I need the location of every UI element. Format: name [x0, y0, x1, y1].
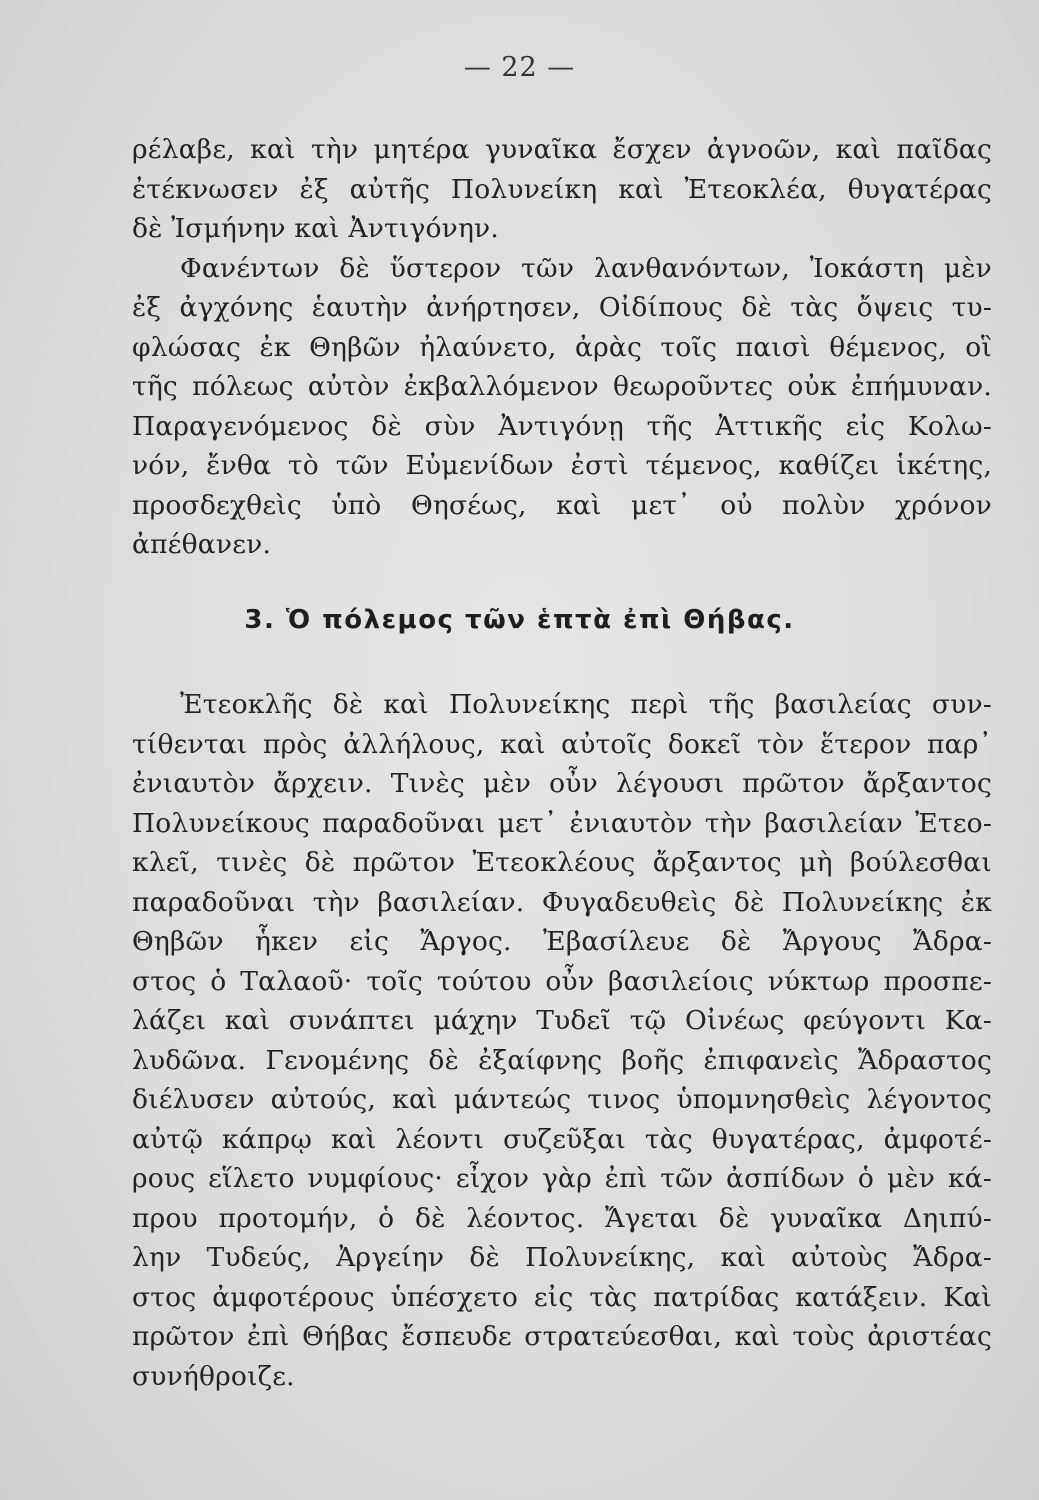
- text-line: ἐξ ἀγχόνης ἑαυτὴν ἀνήρτησεν, Οἰδίπους δὲ τὰς ὄψεις τυ-: [132, 292, 992, 323]
- text-line: δὲ Ἰσμήνην καὶ Ἀντιγόνην.: [132, 213, 499, 244]
- text-line: προσδεχθεὶς ὑπὸ Θησέως, καὶ μετ᾽ οὐ πολὺν χρόνον: [132, 489, 992, 521]
- text-line: πρῶτον ἐπὶ Θήβας ἔσπευδε στρατεύεσθαι, καὶ τοὺς ἀριστέας: [132, 1321, 992, 1352]
- text-line: συνήθροιζε.: [132, 1360, 295, 1392]
- text-line: τίθενται πρὸς ἀλλήλους, καὶ αὐτοῖς δοκεῖ τὸν ἕτερον παρ᾽: [132, 728, 992, 760]
- text-line: Πολυνείκους παραδοῦναι μετ᾽ ἐνιαυτὸν τὴν βασιλείαν Ἐτεο-: [132, 807, 992, 839]
- text-line: λυδῶνα. Γενομένης δὲ ἐξαίφνης βοῆς ἐπιφανεὶς Ἄδραστος: [132, 1044, 992, 1076]
- text-line: ἐνιαυτὸν ἄρχειν. Τινὲς μὲν οὖν λέγουσι πρῶτον ἄρξαντος: [132, 768, 992, 799]
- text-line: Φανέντων δὲ ὕστερον τῶν λανθανόντων, Ἰοκάστη μὲν: [180, 252, 992, 284]
- text-line: Θηβῶν ἧκεν εἰς Ἄργος. Ἐβασίλευε δὲ Ἄργους Ἄδρα-: [132, 926, 992, 957]
- text-line: λην Τυδεύς, Ἀργείην δὲ Πολυνείκης, καὶ αὐτοὺς Ἄδρα-: [132, 1242, 992, 1273]
- text-line: ἐτέκνωσεν ἐξ αὐτῆς Πολυνείκη καὶ Ἐτεοκλέα, θυγατέρας: [132, 173, 992, 205]
- text-line: πρου προτομήν, ὁ δὲ λέοντος. Ἄγεται δὲ γυναῖκα Δηιπύ-: [132, 1202, 992, 1234]
- paragraph-block-1: [132, 130, 992, 565]
- section-heading: 3. Ὁ πόλεμος τῶν ἑπτὰ ἐπὶ Θήβας.: [244, 605, 795, 635]
- text-line: νόν, ἔνθα τὸ τῶν Εὐμενίδων ἐστὶ τέμενος, καθίζει ἱκέτης,: [132, 450, 992, 481]
- text-line: ρέλαβε, καὶ τὴν μητέρα γυναῖκα ἔσχεν ἀγνοῶν, καὶ παῖδας: [132, 134, 992, 165]
- text-line: διέλυσεν αὐτούς, καὶ μάντεώς τινος ὑπομνησθεὶς λέγοντος: [132, 1084, 992, 1115]
- paragraph-block-2: [132, 685, 992, 1396]
- text-line: στος ἀμφοτέρους ὑπέσχετο εἰς τὰς πατρίδας κατάξειν. Καὶ: [132, 1281, 992, 1313]
- text-line: Παραγενόμενος δὲ σὺν Ἀντιγόνῃ τῆς Ἀττικῆς εἰς Κολω-: [132, 410, 992, 442]
- text-line: κλεῖ, τινὲς δὲ πρῶτον Ἐτεοκλέους ἄρξαντος μὴ βούλεσθαι: [132, 847, 992, 878]
- text-line: τῆς πόλεως αὐτὸν ἐκβαλλόμενον θεωροῦντες οὐκ ἐπήμυναν.: [132, 371, 992, 402]
- text-line: στος ὁ Ταλαοῦ· τοῖς τούτου οὖν βασιλείοις νύκτωρ προσπε-: [132, 965, 992, 997]
- page-number: — 22 —: [463, 52, 576, 83]
- text-line: ἀπέθανεν.: [132, 529, 272, 560]
- text-line: φλώσας ἐκ Θηβῶν ἠλαύνετο, ἀρὰς τοῖς παισὶ θέμενος, οἳ: [132, 331, 992, 363]
- text-line: ρους εἵλετο νυμφίους· εἶχον γὰρ ἐπὶ τῶν ἀσπίδων ὁ μὲν κά-: [132, 1163, 992, 1194]
- text-line: παραδοῦναι τὴν βασιλείαν. Φυγαδευθεὶς δὲ Πολυνείκης ἐκ: [132, 886, 992, 918]
- text-line: αὐτῷ κάπρῳ καὶ λέοντι συζεῦξαι τὰς θυγατέρας, ἀμφοτέ-: [132, 1123, 992, 1155]
- text-line: Ἐτεοκλῆς δὲ καὶ Πολυνείκης περὶ τῆς βασιλείας συν-: [180, 689, 992, 720]
- text-line: λάζει καὶ συνάπτει μάχην Τυδεῖ τῷ Οἰνέως φεύγοντι Κα-: [132, 1005, 992, 1036]
